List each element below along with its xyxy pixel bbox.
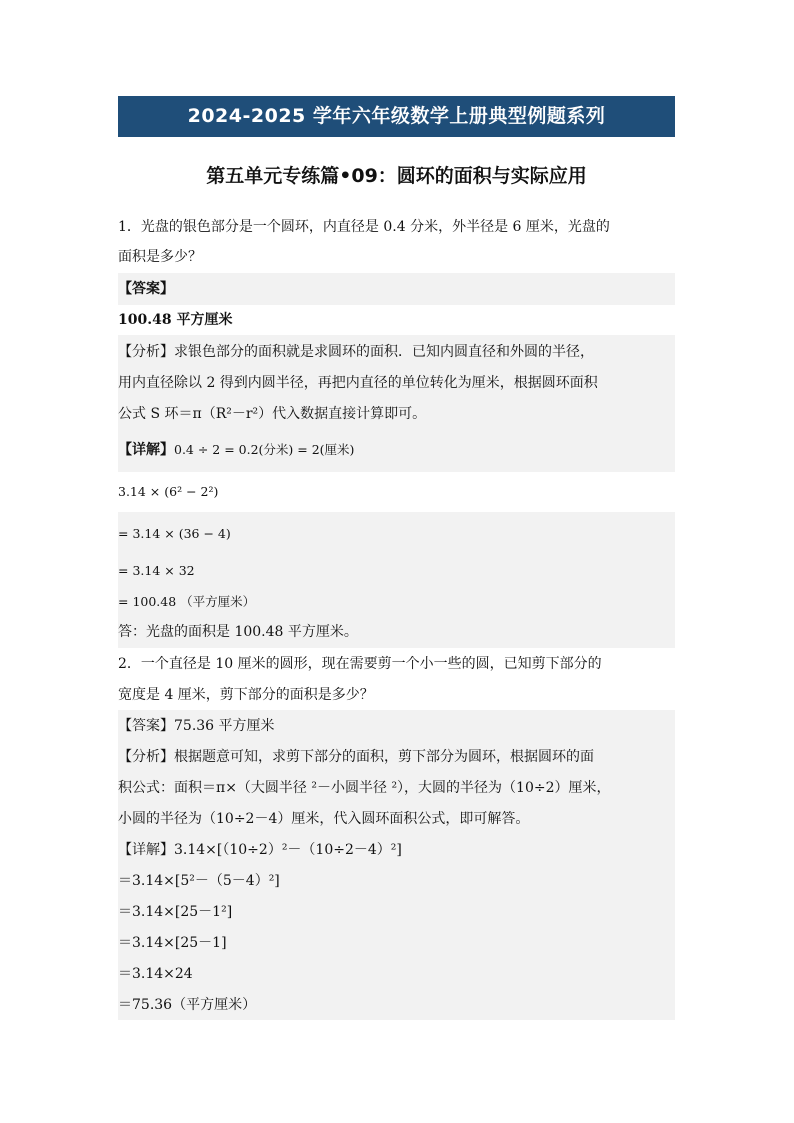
q1-answer-tag: 【答案】 [118, 281, 174, 297]
series-banner: 2024-2025 学年六年级数学上册典型例题系列 [118, 96, 675, 137]
q1-answer-value: 100.48 平方厘米 [118, 305, 675, 335]
q1-analysis-line2: 用内直径除以 2 得到内圆半径，再把内直径的单位转化为厘米，根据圆环面积 [118, 375, 598, 391]
q2-question-line2: 宽度是 4 厘米，剪下部分的面积是多少？ [118, 687, 374, 703]
q2-analysis-line2: 积公式：面积＝π×（大圆半径 ²－小圆半径 ²），大圆的半径为（10÷2）厘米， [118, 780, 611, 796]
q1-detail-line1: 0.4 ÷ 2 = 0.2(分米) = 2(厘米) [174, 442, 355, 457]
q2-detail-line5: ＝3.14×24 [118, 966, 193, 982]
q1-detail-line4: = 3.14 × 32 [118, 563, 195, 578]
q2-detail-line2: ＝3.14×[5²－（5－4）²] [118, 873, 280, 889]
unit-title: 第五单元专练篇•09：圆环的面积与实际应用 [206, 165, 587, 187]
q2-detail-line6: ＝75.36（平方厘米） [118, 997, 257, 1013]
q2-detail-line1: 【详解】3.14×[（10÷2）²－（10÷2－4）²] [118, 842, 402, 858]
q2-question-line1: 2．一个直径是 10 厘米的圆形，现在需要剪一个小一些的圆，已知剪下部分的 [118, 656, 602, 672]
q1-question-line1: 1．光盘的银色部分是一个圆环，内直径是 0.4 分米，外半径是 6 厘米，光盘的 [118, 219, 610, 235]
q2-detail-line3: ＝3.14×[25－1²] [118, 904, 233, 920]
q1-conclusion: 答：光盘的面积是 100.48 平方厘米。 [118, 624, 358, 640]
q2-analysis-line1: 【分析】根据题意可知，求剪下部分的面积，剪下部分为圆环，根据圆环的面 [118, 749, 594, 765]
q1-detail-row1 [118, 430, 675, 470]
q1-detail-line3: = 3.14 × (36 − 4) [118, 526, 231, 541]
q1-analysis-line3: 公式 S 环＝π（R²－r²）代入数据直接计算即可。 [118, 406, 427, 422]
q2-analysis-line3: 小圆的半径为（10÷2－4）厘米，代入圆环面积公式，即可解答。 [118, 811, 530, 827]
q1-question-line2: 面积是多少？ [118, 249, 202, 265]
q2-detail-line4: ＝3.14×[25－1] [118, 935, 227, 951]
q1-analysis-line1: 【分析】求银色部分的面积就是求圆环的面积．已知内圆直径和外圆的半径， [118, 344, 594, 360]
q1-detail-line2: 3.14 × (6² − 2²) [118, 472, 675, 512]
q2-answer: 【答案】75.36 平方厘米 [118, 718, 275, 734]
q1-detail-line5: = 100.48 （平方厘米） [118, 594, 256, 609]
q1-detail-tag: 【详解】 [118, 442, 174, 458]
